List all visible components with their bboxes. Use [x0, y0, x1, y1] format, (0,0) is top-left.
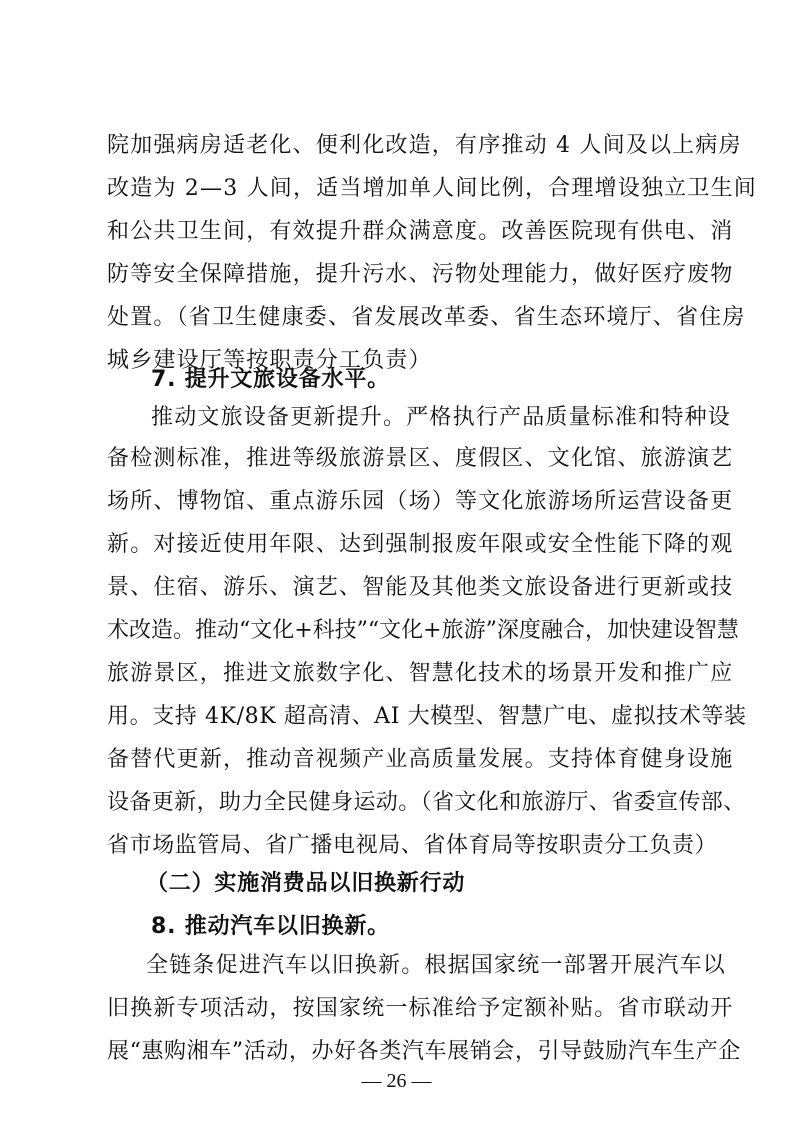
body-text-line: 景、住宿、游乐、演艺、智能及其他类文旅设备进行更新或技: [107, 575, 734, 600]
body-text-line: 处置。（省卫生健康委、省发展改革委、省生态环境厅、省住房: [107, 305, 746, 330]
body-text-line: 旧换新专项活动，按国家统一标准给予定额补贴。省市联动开: [107, 996, 734, 1021]
body-text-line: 旅游景区，推进文旅数字化、智慧化技术的场景开发和推广应: [107, 661, 734, 686]
body-text-line: 展“惠购湘车”活动，办好各类汽车展销会，引导鼓励汽车生产企: [107, 1039, 741, 1064]
body-text-line: 院加强病房适老化、便利化改造，有序推动 4 人间及以上病房: [107, 133, 742, 158]
body-text-line: 全链条促进汽车以旧换新。根据国家统一部署开展汽车以: [146, 953, 727, 978]
body-text-line: 新。对接近使用年限、达到强制报废年限或安全性能下降的观: [107, 532, 734, 557]
body-text-line: 备检测标准，推进等级旅游景区、度假区、文化馆、旅游演艺: [107, 446, 734, 471]
section-subheading-2: （二）实施消费品以旧换新行动: [146, 871, 466, 896]
body-text-line: 城乡建设厅等按职责分工负责）: [107, 348, 432, 373]
body-text-line: 推动文旅设备更新提升。严格执行产品质量标准和特种设: [151, 405, 732, 430]
body-text-line: 和公共卫生间，有效提升群众满意度。改善医院现有供电、消: [107, 219, 734, 244]
body-text-line: 改造为 2—3 人间，适当增加单人间比例，合理增设独立卫生间: [107, 176, 757, 201]
body-text-line: 场所、博物馆、重点游乐园（场）等文化旅游场所运营设备更: [107, 489, 734, 514]
body-text-line: 防等安全保障措施，提升污水、污物处理能力，做好医疗废物: [107, 262, 734, 287]
section-heading-7: 7. 提升文旅设备水平。: [151, 367, 390, 392]
page-number: — 26 —: [361, 1070, 432, 1092]
body-text-line: 省市场监管局、省广播电视局、省体育局等按职责分工负责）: [107, 833, 718, 858]
section-heading-8: 8. 推动汽车以旧换新。: [151, 914, 390, 939]
body-text-line: 设备更新，助力全民健身运动。（省文化和旅游厅、省委宣传部、: [107, 790, 746, 815]
body-text-line: 用。支持 4K/8K 超高清、AI 大模型、智慧广电、虚拟技术等装: [107, 704, 747, 729]
body-text-line: 备替代更新，推动音视频产业高质量发展。支持体育健身设施: [107, 747, 734, 772]
body-text-line: 术改造。推动“文化+科技”“文化+旅游”深度融合，加快建设智慧: [107, 618, 739, 643]
